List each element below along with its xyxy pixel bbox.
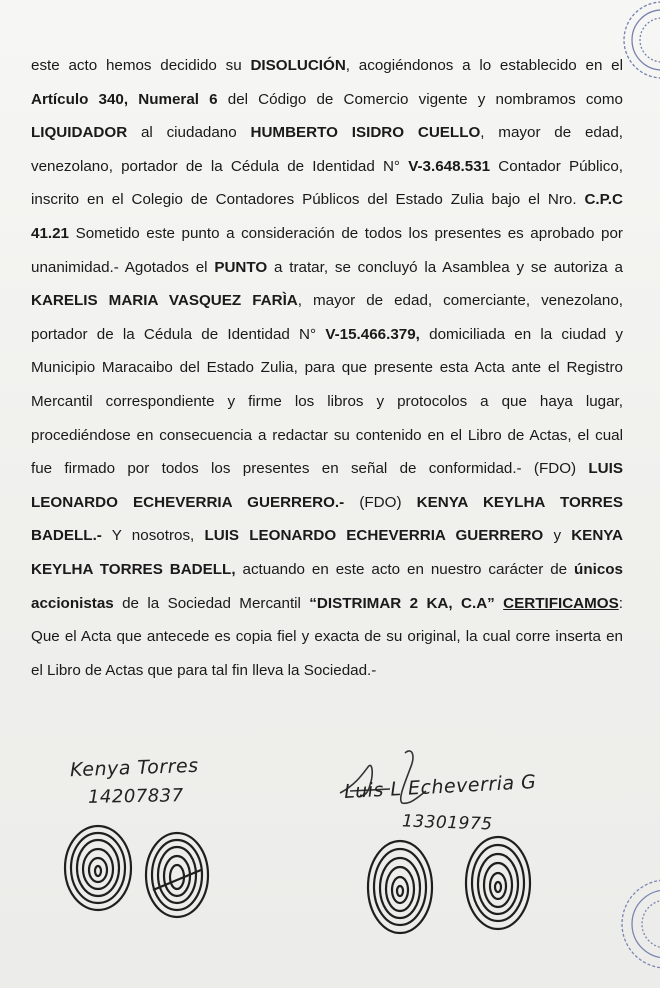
text-run: C.P.C (584, 191, 623, 209)
text-line (31, 620, 623, 654)
text-run: del Código de Comercio vigente y nombramos como (217, 90, 623, 108)
text-run: unanimidad.- Agotados el (31, 258, 215, 276)
text-run: LEONARDO ECHEVERRIA GUERRERO.- (31, 493, 345, 511)
text-line (31, 419, 623, 453)
text-line (31, 183, 623, 217)
text-run: accionistas (31, 594, 114, 612)
text-line (31, 486, 623, 520)
text-run: , mayor de edad, comerciante, venezolano, (297, 292, 623, 310)
fingerprint-2 (143, 830, 211, 920)
text-run: domiciliada en la ciudad y (419, 325, 623, 343)
text-run: fue firmado por todos los presentes en señal de conformidad.- (FDO) (31, 460, 589, 478)
text-run: portador de la Cédula de Identidad N° (31, 325, 326, 343)
text-run: actuando en este acto en nuestro carácter de (235, 560, 575, 578)
text-run: : (618, 594, 623, 612)
fingerprint-1 (62, 823, 134, 913)
text-run: Contador Público, (490, 157, 623, 175)
text-line (31, 150, 623, 184)
text-run: KENYA KEYLHA TORRES (416, 493, 623, 511)
text-run: procediéndose en consecuencia a redactar su contenido en el Libro de Actas, el cual (31, 426, 623, 444)
text-run: LIQUIDADOR (31, 124, 128, 142)
text-line (31, 284, 623, 318)
fingerprint-3 (365, 838, 435, 936)
text-run: CERTIFICAMOS (503, 594, 619, 612)
text-run: KEYLHA TORRES BADELL, (31, 560, 236, 578)
official-stamp-top (600, 0, 660, 120)
fingerprint-4 (463, 833, 533, 933)
text-line (31, 452, 623, 486)
signature-left-id: 14207837 (87, 785, 184, 808)
signature-left-name: Kenya Torres (69, 754, 199, 782)
text-run: 41.21 (31, 224, 70, 242)
text-run: y (543, 527, 572, 545)
text-run (495, 595, 503, 612)
text-line (31, 385, 623, 419)
text-run: BADELL.- (31, 527, 102, 545)
text-run: el Libro de Actas que para tal fin lleva la Sociedad.- (31, 661, 377, 679)
text-run: Sometido este punto a consideración de todos los presentes es aprobado por (69, 224, 623, 242)
text-run: Mercantil correspondiente y firme los libros y protocolos a que haya lugar, (31, 392, 623, 410)
text-line (31, 519, 623, 553)
text-run: KARELIS MARIA VASQUEZ FARÌA (31, 292, 298, 310)
text-run: V-3.648.531 (408, 157, 491, 175)
text-run: a tratar, se concluyó la Asamblea y se autoriza a (267, 258, 623, 276)
text-run: V-15.466.379, (325, 325, 420, 343)
text-line (31, 83, 623, 117)
text-line (31, 553, 623, 587)
official-stamp-bottom (610, 860, 660, 988)
text-run: DISOLUCIÓN (250, 57, 346, 74)
text-run: este acto hemos decidido su (31, 57, 251, 74)
text-run: inscrito en el Colegio de Contadores Públicos del Estado Zulia bajo el Nro. (31, 191, 585, 209)
acta-body-text (31, 49, 623, 687)
text-line (31, 49, 623, 83)
text-run: Municipio Maracaibo del Estado Zulia, para que presente esta Acta ante el Registro (31, 359, 623, 377)
signature-right-id: 13301975 (401, 811, 493, 835)
text-run: Que el Acta que antecede es copia fiel y exacta de su original, la cual corre inserta en (31, 628, 623, 646)
text-run: al ciudadano (127, 124, 251, 142)
text-run: (FDO) (344, 493, 417, 511)
text-line (31, 116, 623, 150)
text-run: , mayor de edad, (480, 124, 623, 142)
text-run: LUIS LEONARDO ECHEVERRIA GUERRERO (204, 527, 544, 545)
text-line (31, 251, 623, 285)
text-run: Artículo 340, Numeral 6 (31, 90, 218, 108)
text-line (31, 587, 623, 621)
text-run: venezolano, portador de la Cédula de Identidad N° (31, 157, 409, 175)
text-run: HUMBERTO ISIDRO CUELLO (250, 124, 481, 142)
text-run: de la Sociedad Mercantil (113, 594, 310, 612)
text-run: PUNTO (214, 258, 268, 276)
text-line (31, 351, 623, 385)
text-run: “DISTRIMAR 2 KA, C.A” (309, 594, 495, 612)
text-run: , acogiéndonos a lo establecido en el (345, 57, 623, 74)
text-run: KENYA (571, 527, 623, 545)
text-run: Y nosotros, (101, 527, 205, 545)
text-line (31, 217, 623, 251)
signature-right-name: Luis L Echeverria G (343, 770, 537, 804)
text-run: únicos (574, 560, 623, 578)
text-line (31, 654, 623, 688)
text-line (31, 318, 623, 352)
text-run: LUIS (588, 460, 623, 478)
